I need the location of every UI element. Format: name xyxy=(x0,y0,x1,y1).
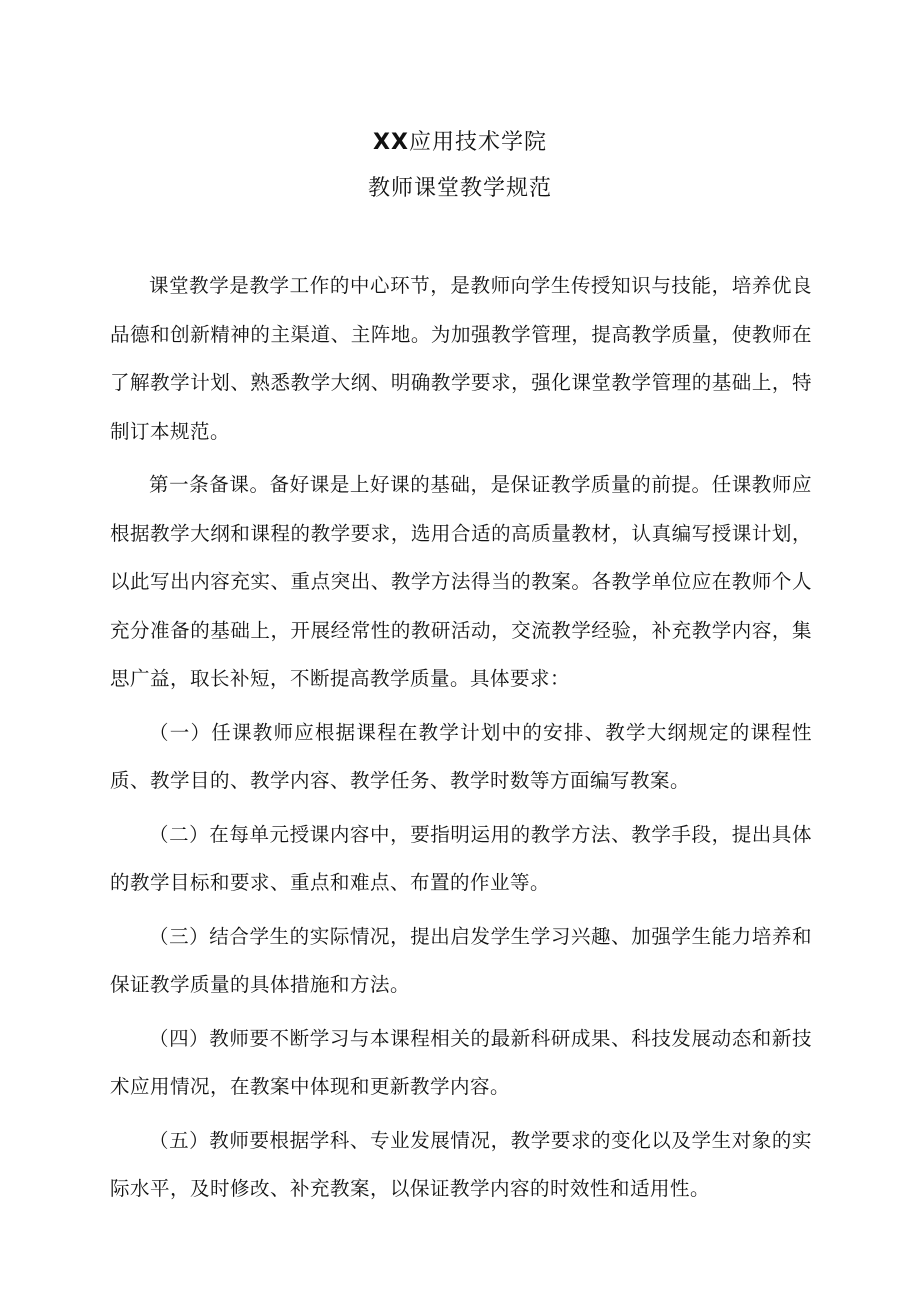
requirement-item-1: （一）任课教师应根据课程在教学计划中的安排、教学大纲规定的课程性质、教学目的、教学内容、教学任务、教学时数等方面编写教案。 xyxy=(110,720,812,792)
article-one-paragraph: 第一条备课。备好课是上好课的基础，是保证教学质量的前提。任课教师应根据教学大纲和课程的教学要求，选用合适的高质量教材，认真编写授课计划，以此写出内容充实、重点突出、教学方法得当的教案。各教学单位应在教师个人充分准备的基础上，开展经常性的教研活动，交流教学经验，补充教学内容，集思广益，取长补短，不断提高教学质量。具体要求： xyxy=(110,473,812,690)
institution-title xyxy=(0,120,920,166)
requirement-item-5: （五）教师要根据学科、专业发展情况，教学要求的变化以及学生对象的实际水平，及时修改、补充教案，以保证教学内容的时效性和适用性。 xyxy=(110,1128,812,1200)
requirement-item-3: （三）结合学生的实际情况，提出启发学生学习兴趣、加强学生能力培养和保证教学质量的具体措施和方法。 xyxy=(110,924,812,996)
institution-name: 应用技术学院 xyxy=(408,130,547,155)
document-body xyxy=(110,262,812,1219)
requirement-item-2: （二）在每单元授课内容中，要指明运用的教学方法、教学手段，提出具体的教学目标和要求、重点和难点、布置的作业等。 xyxy=(110,822,812,894)
requirement-item-4: （四）教师要不断学习与本课程相关的最新科研成果、科技发展动态和新技术应用情况，在教案中体现和更新教学内容。 xyxy=(110,1026,812,1098)
intro-paragraph: 课堂教学是教学工作的中心环节，是教师向学生传授知识与技能，培养优良品德和创新精神的主渠道、主阵地。为加强教学管理，提高教学质量，使教师在了解教学计划、熟悉教学大纲、明确教学要求，强化课堂教学管理的基础上，特制订本规范。 xyxy=(110,274,812,443)
institution-prefix: XX xyxy=(373,130,409,155)
document-title: 教师课堂教学规范 xyxy=(367,176,552,201)
document-header xyxy=(0,120,920,212)
